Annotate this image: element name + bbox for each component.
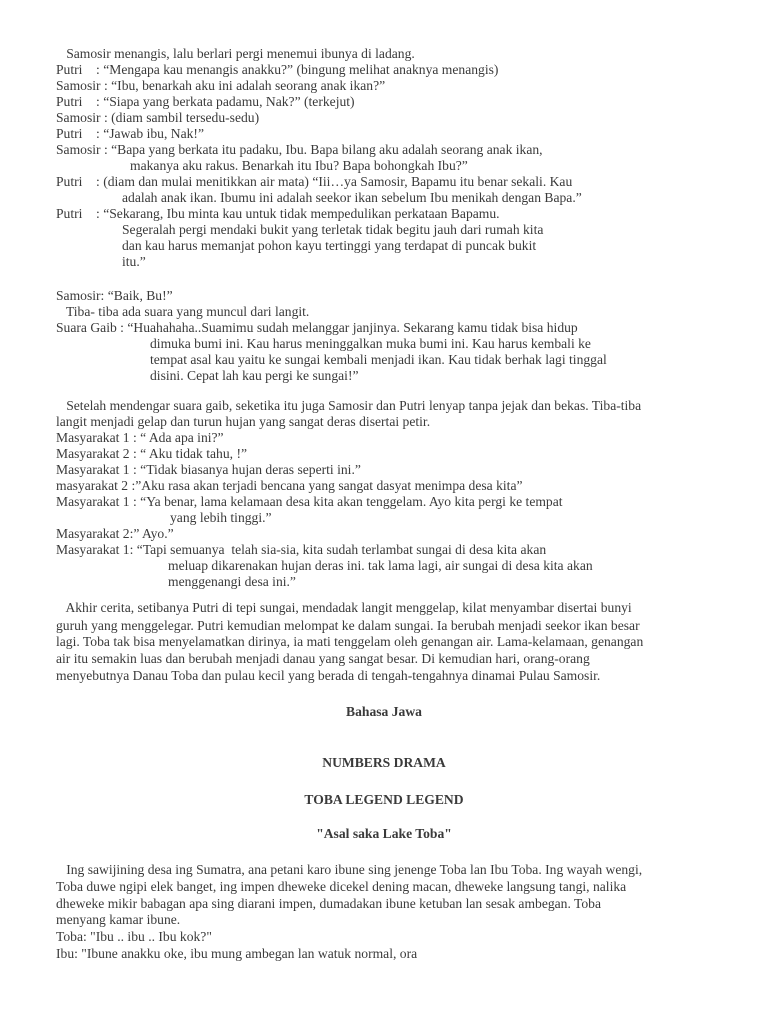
dialogue-line: Putri : “Sekarang, Ibu minta kau untuk tidak mempedulikan perkataan Bapamu.	[56, 206, 500, 221]
dialogue-line: Toba: "Ibu .. ibu .. Ibu kok?"	[56, 929, 212, 944]
dialogue-line: Masyarakat 2 : “ Aku tidak tahu, !”	[56, 446, 248, 461]
dialogue-line: Suara Gaib : “Huahahaha..Suamimu sudah melanggar janjinya. Sekarang kamu tidak bisa hidup	[56, 320, 578, 335]
narration-line: Tiba- tiba ada suara yang muncul dari langit.	[56, 304, 310, 319]
dialogue-continuation: itu.”	[122, 254, 146, 269]
dialogue-continuation: meluap dikarenakan hujan deras ini. tak lama lagi, air sungai di desa kita akan	[168, 558, 593, 573]
dialogue-line: Masyarakat 1 : “Ya benar, lama kelamaan desa kita akan tenggelam. Ayo kita pergi ke tempat	[56, 494, 563, 509]
dialogue-continuation: yang lebih tinggi.”	[170, 510, 272, 525]
paragraph-line: menyang kamar ibune.	[56, 912, 181, 927]
section-heading-legend: TOBA LEGEND LEGEND	[304, 792, 464, 807]
dialogue-line: Putri : “Jawab ibu, Nak!”	[56, 126, 204, 141]
paragraph-line: Toba duwe ngipi elek banget, ing impen dheweke dicekel dening macan, dheweke langsung tangi, nalika	[56, 879, 627, 894]
paragraph-line: guruh yang menggelegar. Putri kemudian melompat ke dalam sungai. Ia berubah menjadi seekor ikan besar	[56, 618, 640, 633]
dialogue-line: Ibu: "Ibune anakku oke, ibu mung ambegan lan watuk normal, ora	[56, 946, 418, 961]
dialogue-continuation: Segeralah pergi mendaki bukit yang terletak tidak begitu jauh dari rumah kita	[122, 222, 544, 237]
paragraph-line: air itu semakin luas dan berubah menjadi danau yang sangat besar. Di kemudian hari, orang-orang	[56, 651, 590, 666]
dialogue-continuation: makanya aku rakus. Benarkah itu Ibu? Bapa bohongkah Ibu?”	[130, 158, 468, 173]
dialogue-line: Samosir : “Ibu, benarkah aku ini adalah seorang anak ikan?”	[56, 78, 386, 93]
dialogue-line: Masyarakat 1: “Tapi semuanya telah sia-sia, kita sudah terlambat sungai di desa kita akan	[56, 542, 547, 557]
section-heading-language: Bahasa Jawa	[346, 704, 422, 719]
dialogue-line: Samosir : “Bapa yang berkata itu padaku, Ibu. Bapa bilang aku adalah seorang anak ikan,	[56, 142, 543, 157]
dialogue-line: Putri : “Mengapa kau menangis anakku?” (bingung melihat anaknya menangis)	[56, 62, 499, 77]
section-heading-drama: NUMBERS DRAMA	[322, 755, 446, 770]
dialogue-continuation: dan kau harus memanjat pohon kayu tertinggi yang terdapat di puncak bukit	[122, 238, 537, 253]
dialogue-continuation: menggenangi desa ini.”	[168, 574, 296, 589]
dialogue-continuation: adalah anak ikan. Ibumu ini adalah seekor ikan sebelum Ibu menikah dengan Bapa.”	[122, 190, 582, 205]
dialogue-line: Masyarakat 1 : “ Ada apa ini?”	[56, 430, 224, 445]
narration-line: Setelah mendengar suara gaib, seketika itu juga Samosir dan Putri lenyap tanpa jejak dan bekas. Tiba-tiba	[56, 398, 642, 413]
dialogue-line: Samosir: “Baik, Bu!”	[56, 288, 173, 303]
paragraph-line: dheweke mikir babagan apa sing diarani impen, dumadakan ibune ketuban lan sesak ambegan. Toba	[56, 896, 602, 911]
dialogue-line: Masyarakat 2:” Ayo.”	[56, 526, 174, 541]
paragraph-line: lagi. Toba tak bisa menyelamatkan dirinya, ia mati tenggelam oleh genangan air. Lama-kelamaan, genangan	[56, 634, 644, 649]
dialogue-line: Masyarakat 1 : “Tidak biasanya hujan deras seperti ini.”	[56, 462, 361, 477]
paragraph-line: Ing sawijining desa ing Sumatra, ana petani karo ibune sing jenenge Toba lan Ibu Toba. Ing wayah wengi,	[56, 862, 643, 877]
dialogue-continuation: disini. Cepat lah kau pergi ke sungai!”	[150, 368, 359, 383]
narration-line: Samosir menangis, lalu berlari pergi menemui ibunya di ladang.	[56, 46, 415, 61]
dialogue-continuation: dimuka bumi ini. Kau harus meninggalkan muka bumi ini. Kau harus kembali ke	[150, 336, 591, 351]
dialogue-line: masyarakat 2 :”Aku rasa akan terjadi bencana yang sangat dasyat menimpa desa kita”	[56, 478, 523, 493]
dialogue-continuation: tempat asal kau yaitu ke sungai kembali menjadi ikan. Kau tidak berhak lagi tinggal	[150, 352, 607, 367]
dialogue-line: Putri : (diam dan mulai menitikkan air mata) “Iii…ya Samosir, Bapamu itu benar sekali. Kau	[56, 174, 573, 189]
dialogue-line: Samosir : (diam sambil tersedu-sedu)	[56, 110, 260, 125]
paragraph-line: Akhir cerita, setibanya Putri di tepi sungai, mendadak langit menggelap, kilat menyambar disertai bunyi	[56, 600, 632, 615]
section-heading-title: "Asal saka Lake Toba"	[316, 826, 452, 841]
dialogue-line: Putri : “Siapa yang berkata padamu, Nak?” (terkejut)	[56, 94, 355, 109]
narration-line: langit menjadi gelap dan turun hujan yang sangat deras disertai petir.	[56, 414, 431, 429]
paragraph-line: menyebutnya Danau Toba dan pulau kecil yang berada di tengah-tengahnya dinamai Pulau Samosir.	[56, 668, 601, 683]
